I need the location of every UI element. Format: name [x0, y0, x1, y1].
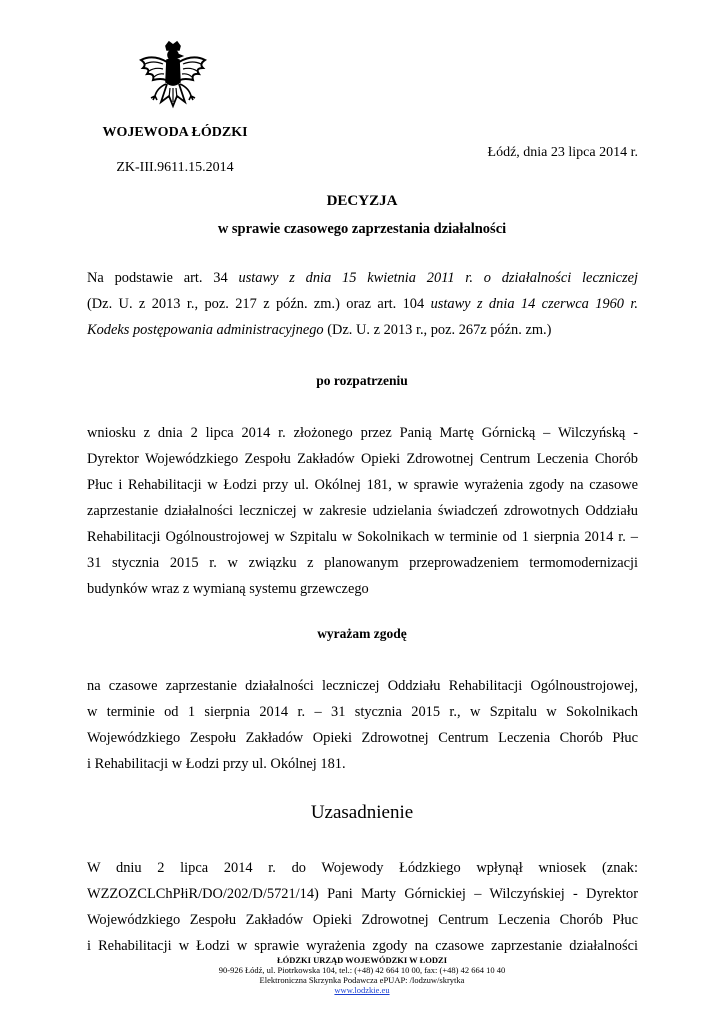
justification-line: i Rehabilitacji w Łodzi w sprawie wyrażenia zgody na czasowe zaprzestanie działalności [87, 938, 638, 954]
polish-eagle-emblem-icon [133, 40, 213, 120]
decision-line: na czasowe zaprzestanie działalności leczniczej Oddziału Rehabilitacji Ogólnoustrojowej, [87, 678, 638, 694]
legal-basis-line: (Dz. U. z 2013 r., poz. 217 z późn. zm.) oraz art. 104 ustawy z dnia 14 czerwca 1960 r. [87, 296, 638, 312]
legal-basis-paragraph [87, 265, 638, 343]
consent-label: wyrażam zgodę [317, 626, 407, 641]
justification-paragraph [87, 855, 638, 959]
footer-website-link[interactable]: www.lodzkie.eu [334, 985, 390, 995]
case-number: ZK-III.9611.15.2014 [116, 160, 234, 175]
decision-line: w terminie od 1 sierpnia 2014 r. – 31 stycznia 2015 r., w Szpitalu w Sokolnikach [87, 704, 638, 720]
justification-heading: Uzasadnienie [310, 802, 414, 823]
issuer-name: WOJEWODA ŁÓDZKI [102, 125, 248, 140]
request-line: Dyrektor Wojewódzkiego Zespołu Zakładów Opieki Zdrowotnej Centrum Leczenia Chorób [87, 451, 638, 467]
footer-address: 90-926 Łódź, ul. Piotrkowska 104, tel.: (+48) 42 664 10 00, fax: (+48) 42 664 10 40 [218, 965, 506, 975]
document-subtitle: w sprawie czasowego zaprzestania działalności [217, 221, 507, 237]
justification-line: WZZOZCLChPłiR/DO/202/D/5721/14) Pani Marty Górnickiej – Wilczyńskiej - Dyrektor [87, 886, 638, 902]
decision-line: Wojewódzkiego Zespołu Zakładów Opieki Zdrowotnej Centrum Leczenia Chorób Płuc [87, 730, 638, 746]
after-review-label: po rozpatrzeniu [316, 373, 408, 388]
legal-basis-line: Na podstawie art. 34 ustawy z dnia 15 kwietnia 2011 r. o działalności leczniczej [87, 270, 638, 286]
request-line: budynków wraz z wymianą systemu grzewczego [87, 581, 369, 597]
request-line: zaprzestanie działalności leczniczej w zakresie udzielania świadczeń zdrowotnych Oddziału [87, 503, 638, 519]
request-line: Płuc i Rehabilitacji w Łodzi przy ul. Okólnej 181, w sprawie wyrażenia zgody na czasowe [87, 477, 638, 493]
request-line: 31 stycznia 2015 r. w związku z planowanym przeprowadzeniem termomodernizacji [87, 555, 638, 571]
decision-paragraph [87, 673, 638, 777]
decision-line: i Rehabilitacji w Łodzi przy ul. Okólnej 181. [87, 756, 346, 772]
footer-office-name: ŁÓDZKI URZĄD WOJEWÓDZKI W ŁODZI [276, 955, 448, 965]
document-title: DECYZJA [326, 193, 398, 209]
legal-basis-line: Kodeks postępowania administracyjnego (Dz. U. z 2013 r., poz. 267z późn. zm.) [87, 322, 552, 338]
request-line: Rehabilitacji Ogólnoustrojowej w Szpitalu w Sokolnikach w terminie od 1 sierpnia 2014 r. – [87, 529, 638, 545]
justification-line: W dniu 2 lipca 2014 r. do Wojewody Łódzkiego wpłynął wniosek (znak: [87, 860, 638, 876]
page-footer [0, 955, 724, 995]
document-date: Łódź, dnia 23 lipca 2014 r. [487, 145, 638, 160]
footer-epuap: Elektroniczna Skrzynka Podawcza ePUAP: /lodzuw/skrytka [259, 975, 465, 985]
justification-line: Wojewódzkiego Zespołu Zakładów Opieki Zdrowotnej Centrum Leczenia Chorób Płuc [87, 912, 638, 928]
request-paragraph [87, 420, 638, 602]
request-line: wniosku z dnia 2 lipca 2014 r. złożonego przez Panią Martę Górnicką – Wilczyńską - [87, 425, 638, 441]
